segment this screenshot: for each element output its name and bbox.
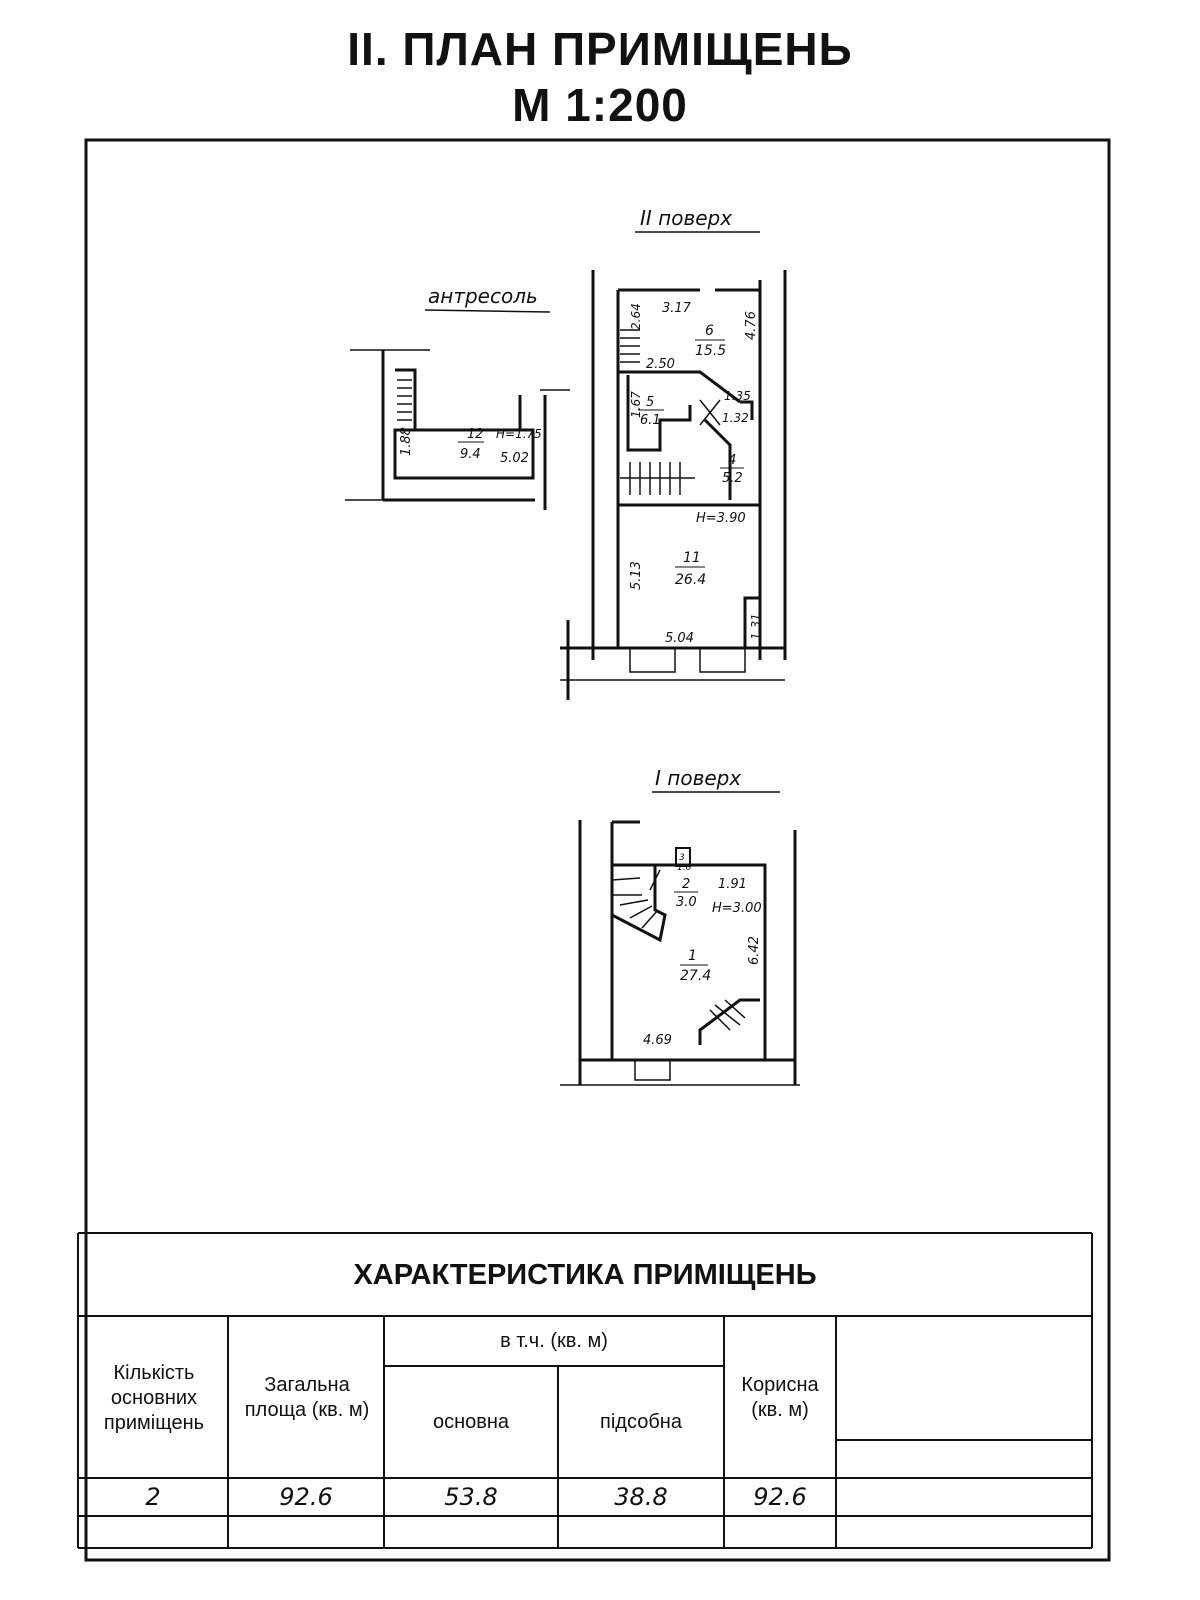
- second-floor-label: II поверх: [640, 206, 733, 230]
- room-11-number: 11: [683, 550, 701, 566]
- dim-1-35: 1.35: [724, 389, 751, 403]
- dim-2-64: 2.64: [629, 303, 643, 330]
- room-3-number: 3: [679, 853, 685, 863]
- room-12-area: 9.4: [460, 447, 481, 462]
- dim-2-50: 2.50: [646, 357, 675, 372]
- dim-5-13: 5.13: [629, 561, 644, 590]
- scale-label: М 1:200: [512, 79, 688, 131]
- dim-4-76: 4.76: [744, 311, 759, 340]
- room-3-area: 1.0: [677, 863, 692, 873]
- second-floor-height: H=3.90: [696, 511, 746, 526]
- room-4-area: 5.2: [722, 471, 743, 486]
- dim-3-17: 3.17: [662, 301, 691, 316]
- room-5-area: 6.1: [640, 413, 661, 428]
- header-count: Кількість основних приміщень: [103, 1361, 205, 1434]
- header-useful-area: Корисна (кв. м): [741, 1374, 819, 1421]
- dim-1-31: 1.31: [749, 613, 763, 640]
- mezzanine-dim-length: 5.02: [500, 451, 529, 466]
- room-1-number: 1: [688, 948, 697, 964]
- value-useful-area: 92.6: [753, 1483, 807, 1511]
- room-6-area: 15.5: [695, 343, 727, 359]
- first-floor-height: H=3.00: [712, 901, 762, 916]
- mezzanine-height: H=1.75: [496, 427, 542, 441]
- room-12-number: 12: [467, 427, 484, 442]
- value-aux-area: 38.8: [614, 1483, 668, 1511]
- header-main-area: основна: [432, 1410, 510, 1433]
- room-11-area: 26.4: [675, 572, 707, 588]
- room-4-number: 4: [728, 453, 737, 468]
- header-including: в т.ч. (кв. м): [500, 1329, 608, 1352]
- table-title: ХАРАКТЕРИСТИКА ПРИМІЩЕНЬ: [353, 1258, 817, 1291]
- dim-6-42: 6.42: [747, 936, 762, 965]
- value-main-area: 53.8: [444, 1483, 498, 1511]
- mezzanine-dim-width: 1.88: [399, 427, 414, 456]
- room-2-area: 3.0: [676, 895, 697, 910]
- header-aux-area: підсобна: [600, 1410, 682, 1433]
- page-title: II. ПЛАН ПРИМІЩЕНЬ: [347, 23, 853, 75]
- room-6-number: 6: [705, 323, 714, 339]
- room-5-number: 5: [646, 395, 655, 410]
- dim-5-04: 5.04: [665, 631, 694, 646]
- room-1-area: 27.4: [680, 968, 712, 984]
- first-floor-label: I поверх: [655, 766, 742, 790]
- room-2-number: 2: [682, 877, 691, 892]
- dim-1-67: 1.67: [629, 391, 643, 418]
- mezzanine-label: антресоль: [428, 284, 538, 308]
- dim-1-32: 1.32: [722, 411, 749, 425]
- value-count: 2: [145, 1483, 161, 1511]
- dim-4-69: 4.69: [643, 1033, 672, 1048]
- value-total-area: 92.6: [279, 1483, 333, 1511]
- header-total-area: Загальна площа (кв. м): [244, 1374, 370, 1421]
- dim-1-91: 1.91: [718, 877, 747, 892]
